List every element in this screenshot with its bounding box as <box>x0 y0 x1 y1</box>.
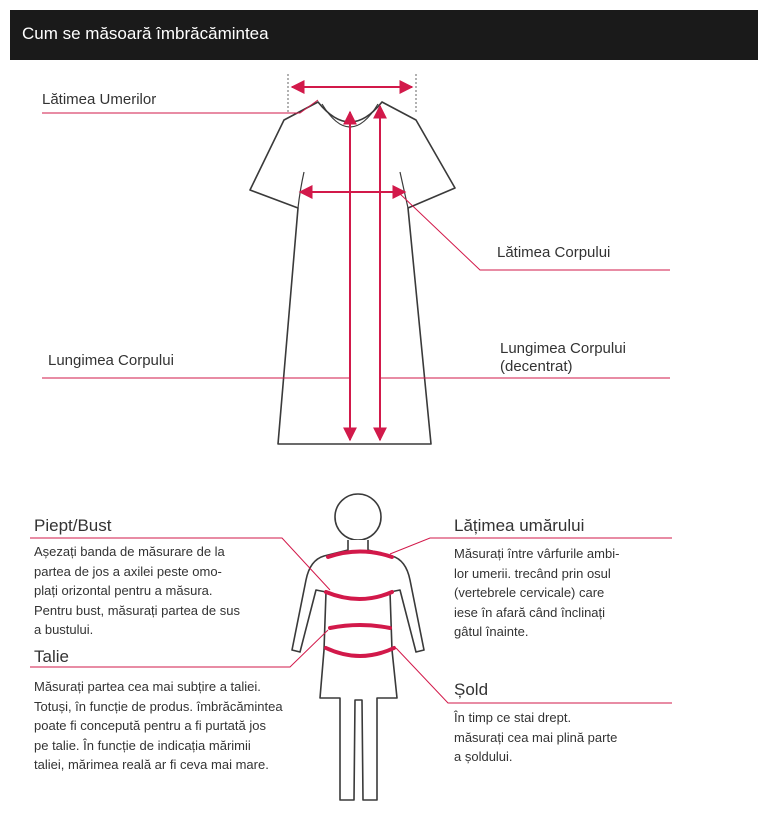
figure-head <box>335 494 381 540</box>
waist-description: Măsurați partea cea mai subțire a taliei. Totuși, în funcție de produs. îmbrăcămintea poate fi concepută pentru a fi purtată jos pe talie. În funcție de indicația mărimii taliei, mărimea reală ar fi ceva mai mare. <box>34 679 283 772</box>
body-width-label: Lătimea Corpului <box>497 244 611 261</box>
chest-title: Piept/Bust <box>34 516 112 535</box>
figure-body-outline <box>292 540 424 800</box>
body-length-label: Lungimea Corpului <box>48 352 174 369</box>
shoulder-title: Lățimea umărului <box>454 516 585 535</box>
shoulder-description: Măsurați între vârfurile ambi- lor umerii. trecând prin osul (vertebrele cervicale) care iese în afară când înclinați gâtul înainte. <box>454 546 620 639</box>
shoulder-width-label: Lătimea Umerilor <box>42 91 157 108</box>
body-length-offset-label: Lungimea Corpului <box>500 340 626 357</box>
page-title: Cum se măsoară îmbrăcămintea <box>22 24 269 43</box>
dress-outline <box>250 102 455 444</box>
leader-hip <box>396 648 672 703</box>
hip-title: Șold <box>454 680 489 699</box>
hip-description: În timp ce stai drept. măsurați cea mai plină parte a șoldului. <box>454 710 618 764</box>
waist-title: Talie <box>34 647 69 666</box>
body-length-offset-note: (decentrat) <box>500 358 573 375</box>
chest-description: Așezați banda de măsurare de la partea de jos a axilei peste omo- plați orizontal pentru a măsura. Pentru bust, măsurați partea de sus a bustului. <box>34 544 240 637</box>
